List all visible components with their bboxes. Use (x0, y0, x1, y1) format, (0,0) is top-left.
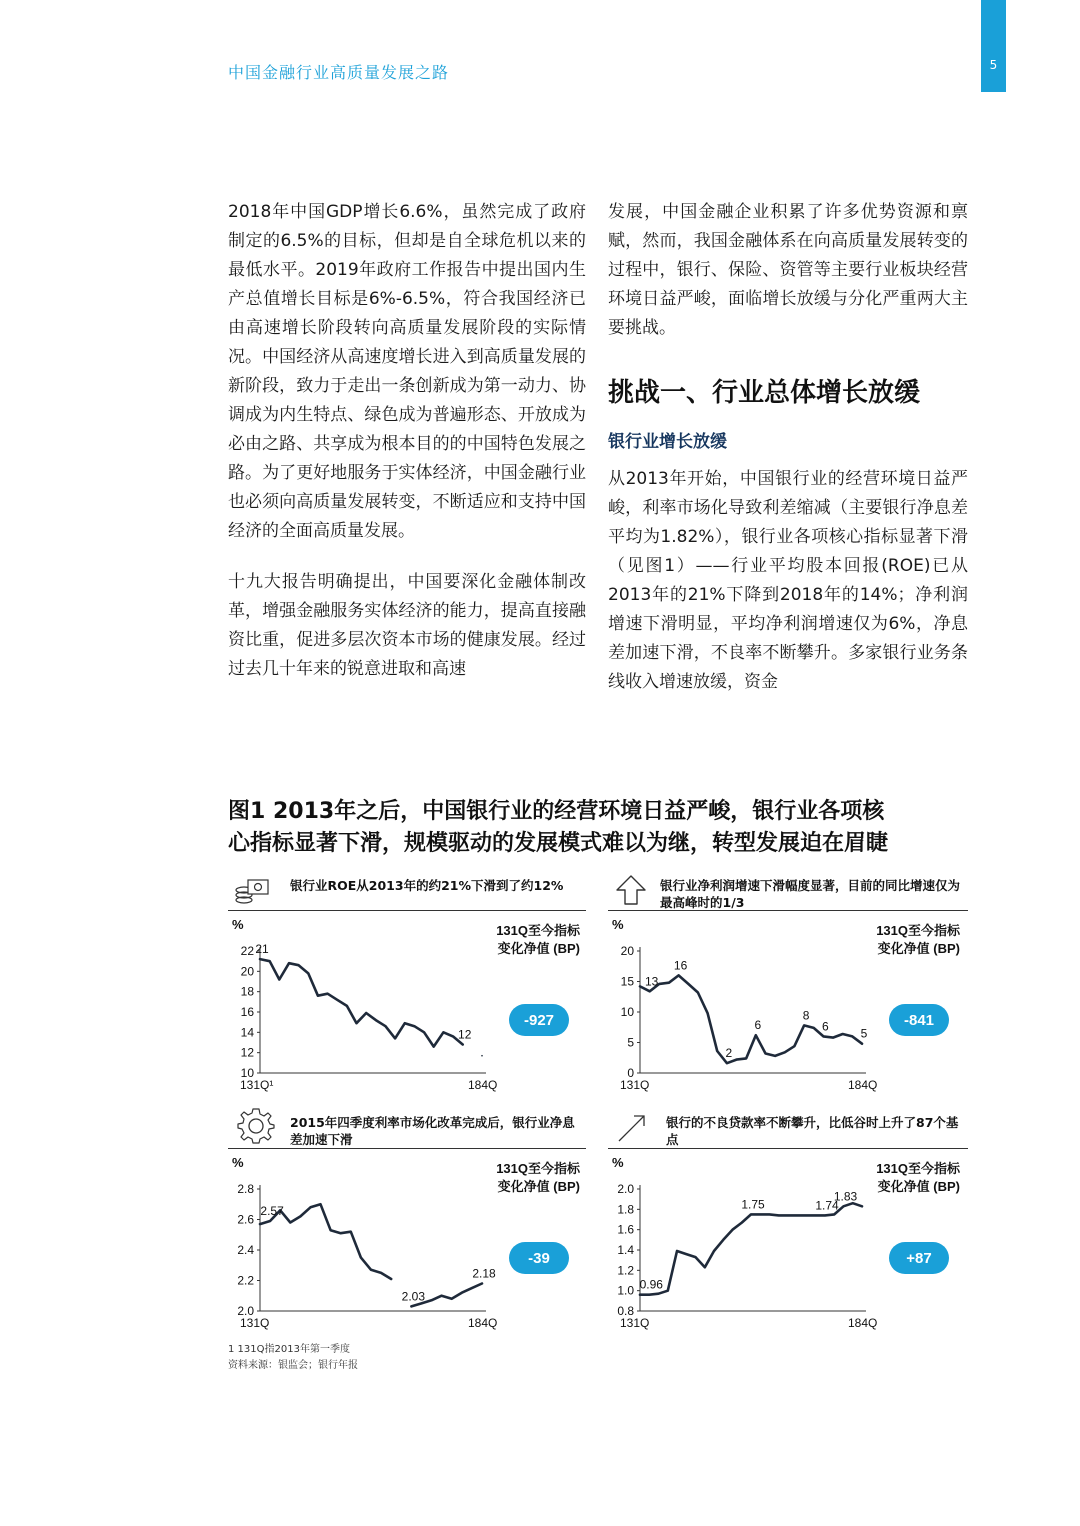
data-point (707, 1012, 709, 1014)
data-point (765, 1053, 767, 1055)
data-point (713, 1250, 715, 1252)
chart-roe (228, 915, 588, 1100)
page-tab (981, 0, 1006, 92)
series-line (260, 1204, 482, 1306)
series-line (640, 1203, 862, 1295)
chart-divider (608, 1148, 968, 1149)
change-label-line-1: 131Q至今指标 (496, 1161, 580, 1176)
data-point (832, 1037, 834, 1039)
x-start-label: 131Q (620, 1316, 650, 1330)
data-point (390, 1278, 392, 1280)
x-start-label: 131Q (620, 1078, 650, 1092)
data-label: 5 (860, 1026, 868, 1041)
change-badge-value: -841 (903, 1012, 935, 1029)
data-point (385, 1025, 387, 1027)
data-point (259, 1223, 261, 1225)
data-point (774, 1055, 776, 1057)
x-end-label: 184Q (848, 1078, 878, 1092)
data-label: 13 (644, 974, 659, 989)
trend-arrow-icon (616, 1112, 648, 1144)
data-point (815, 1215, 817, 1217)
figure-footnote: 1 131Q指2013年第一季度 (228, 1344, 350, 1355)
data-point (658, 1293, 660, 1295)
data-point (394, 1038, 396, 1040)
data-point (288, 962, 290, 964)
data-point (380, 1272, 382, 1274)
y-tick-label: 16 (240, 1005, 254, 1019)
data-point (350, 1231, 352, 1233)
data-point (423, 1032, 425, 1034)
data-label: 2.18 (472, 1266, 496, 1281)
y-tick-label: 2.4 (237, 1243, 254, 1257)
money-icon (234, 876, 270, 906)
data-point (298, 964, 300, 966)
data-point (794, 1045, 796, 1047)
data-point (433, 1046, 435, 1048)
page-number: 5 (989, 58, 998, 72)
data-point (451, 1298, 453, 1300)
x-end-label: 184Q (468, 1078, 498, 1092)
data-point (697, 992, 699, 994)
data-point (317, 995, 319, 997)
data-point (736, 1059, 738, 1061)
data-point (411, 1306, 413, 1308)
data-point (269, 960, 271, 962)
change-label-line-1: 131Q至今指标 (876, 923, 960, 938)
data-point (659, 983, 661, 985)
data-point (404, 1022, 406, 1024)
data-point (289, 1222, 291, 1224)
data-label: 2.57 (260, 1204, 284, 1219)
data-point (745, 1058, 747, 1060)
data-point (759, 1214, 761, 1216)
data-point (685, 1253, 687, 1255)
data-point (639, 986, 641, 988)
data-point (778, 1215, 780, 1217)
change-badge-value: +87 (906, 1250, 932, 1267)
y-tick-label: 0 (627, 1066, 634, 1080)
sub-heading: 银行业增长放缓 (608, 432, 727, 452)
data-point (346, 1005, 348, 1007)
data-point (842, 1033, 844, 1035)
x-end-label: 184Q (848, 1316, 878, 1330)
gear-icon (236, 1106, 276, 1146)
y-tick-label: 14 (240, 1025, 254, 1040)
data-point (375, 1019, 377, 1021)
chart-divider (228, 910, 586, 911)
y-tick-label: 2.2 (237, 1273, 254, 1288)
data-point (649, 990, 651, 992)
y-tick-label: 2.0 (617, 1182, 634, 1196)
figure-title-line-2: 心指标显著下滑，规模驱动的发展模式难以为继，转型发展迫在眉睫 (228, 831, 889, 856)
y-tick-label: 20 (240, 964, 254, 979)
data-point (813, 1027, 815, 1029)
data-point (755, 1034, 757, 1036)
y-tick-label: 15 (620, 974, 634, 989)
data-label: 21 (255, 942, 269, 957)
left-paragraph-2: 十九大报告明确提出，中国要深化金融体制改革，增强金融服务实体经济的能力，提高直接融资比重，促进多层次资本市场的健康发展。经过过去几十年来的锐意进取和高速 (228, 572, 586, 679)
data-point (843, 1205, 845, 1207)
y-tick-label: 2.8 (237, 1182, 254, 1196)
y-tick-label: 5 (627, 1035, 634, 1050)
data-point (431, 1300, 433, 1302)
y-unit-label: % (232, 917, 244, 932)
y-unit-label: % (612, 1155, 624, 1170)
y-tick-label: 12 (240, 1045, 254, 1060)
data-point (676, 1250, 678, 1252)
right-intro-paragraph: 发展，中国金融企业积累了许多优势资源和禀赋，然而，我国金融体系在向高质量发展转变的过程中，银行、保险、资管等主要行业板块经营环境日益严峻，面临增长放缓与分化严重两大主要挑战。 (608, 202, 968, 338)
data-point (668, 982, 670, 984)
y-tick-label: 1.6 (617, 1222, 634, 1237)
data-point (796, 1215, 798, 1217)
data-point (327, 993, 329, 995)
data-point (356, 1022, 358, 1024)
data-point (695, 1256, 697, 1258)
data-point (471, 1287, 473, 1289)
chart-1-caption: 银行业ROE从2013年的约21%下滑到了约12% (290, 878, 564, 893)
data-label: 2 (725, 1046, 733, 1061)
y-tick-label: 18 (240, 984, 254, 999)
data-point (833, 1214, 835, 1216)
data-point (365, 1012, 367, 1014)
data-point (861, 1205, 863, 1207)
data-point (452, 1036, 454, 1038)
y-tick-label: 2.6 (237, 1212, 254, 1227)
data-point (824, 1215, 826, 1217)
chart-2-caption: 银行业净利润增速下滑幅度显著，目前的同比增速仅为最高峰时的1/3 (660, 878, 961, 910)
data-point (279, 979, 281, 981)
data-point (360, 1257, 362, 1259)
data-point (722, 1239, 724, 1241)
figure-title-line-1: 图1 2013年之后，中国银行业的经营环境日益严峻，银行业各项核 (228, 799, 885, 824)
data-label: 2.03 (401, 1289, 426, 1304)
y-tick-label: 1.8 (617, 1202, 634, 1217)
data-point (687, 983, 689, 985)
data-point (732, 1229, 734, 1231)
data-point (320, 1203, 322, 1205)
series-line (260, 959, 482, 1056)
data-point (269, 1220, 271, 1222)
data-label: 8 (802, 1008, 810, 1023)
y-tick-label: 1.4 (617, 1243, 634, 1257)
data-label: 1.74 (815, 1198, 839, 1213)
data-point (462, 1044, 464, 1046)
figure-title (228, 796, 988, 860)
data-label: 12 (458, 1027, 472, 1042)
data-label: 6 (754, 1018, 762, 1033)
header-title: 中国金融行业高质量发展之路 (228, 63, 450, 82)
data-point (667, 1290, 669, 1292)
y-unit-label: % (232, 1155, 244, 1170)
y-tick-label: 2.0 (237, 1304, 254, 1318)
y-tick-label: 1.0 (617, 1283, 634, 1298)
data-point (461, 1292, 463, 1294)
chart-net-profit-growth (608, 915, 968, 1100)
y-unit-label: % (612, 917, 624, 932)
y-tick-label: 20 (620, 944, 634, 958)
data-point (784, 1051, 786, 1053)
chart-3-caption: 2015年四季度利率市场化改革完成后，银行业净息差加速下滑 (290, 1115, 575, 1147)
change-badge-value: -927 (523, 1012, 555, 1029)
data-point (330, 1229, 332, 1231)
arrow-up-icon (614, 873, 648, 907)
data-point (861, 1043, 863, 1045)
data-label: 1.75 (741, 1197, 765, 1212)
y-tick-label: 22 (240, 944, 254, 958)
data-point (443, 1032, 445, 1034)
y-tick-label: 0.8 (617, 1304, 634, 1318)
change-label-line-2: 变化净值 (BP) (497, 1179, 580, 1194)
chart-net-interest-margin (228, 1153, 588, 1338)
data-point (307, 973, 309, 975)
data-point (803, 1025, 805, 1027)
data-label: 1.83 (833, 1189, 858, 1204)
data-point (852, 1036, 854, 1038)
chart-npl-ratio (608, 1153, 968, 1338)
data-point (750, 1214, 752, 1216)
x-start-label: 131Q¹ (240, 1078, 274, 1092)
change-badge-value: -39 (528, 1250, 550, 1267)
left-column (228, 198, 586, 684)
change-label-line-2: 变化净值 (BP) (877, 1179, 960, 1194)
change-label-line-2: 变化净值 (BP) (877, 941, 960, 956)
data-point (336, 999, 338, 1001)
change-label-line-1: 131Q至今指标 (496, 923, 580, 938)
data-point (259, 958, 261, 960)
data-point (481, 1055, 483, 1057)
chart-divider (228, 1148, 586, 1149)
section-heading: 挑战一、行业总体增长放缓 (608, 378, 921, 408)
data-point (678, 975, 680, 977)
data-point (823, 1036, 825, 1038)
right-body-paragraph: 从2013年开始，中国银行业的经营环境日益严峻，利率市场化导致利差缩减（主要银行净息差平均为1.82%），银行业各项核心指标显著下滑（见图1）——行业平均股本回报(ROE)已从2013年的21%下降到2018年的14%；净利润增速下滑明显，平均净利润增速仅为6%，净息差加速下滑，不良率不断攀升。多家银行业务条线收入增速放缓，资金 (608, 469, 968, 692)
data-point (787, 1215, 789, 1217)
data-point (310, 1207, 312, 1209)
data-point (806, 1215, 808, 1217)
y-tick-label: 1.2 (617, 1263, 634, 1278)
right-column (608, 198, 968, 697)
data-label: 0.96 (639, 1277, 663, 1292)
data-point (370, 1269, 372, 1271)
x-start-label: 131Q (240, 1316, 270, 1330)
data-point (300, 1216, 302, 1218)
data-label: 6 (822, 1019, 829, 1034)
data-point (639, 1294, 641, 1296)
data-point (716, 1050, 718, 1052)
data-point (414, 1025, 416, 1027)
figure-source: 资料来源：银监会；银行年报 (228, 1360, 358, 1371)
data-label: 16 (673, 958, 688, 973)
data-point (769, 1214, 771, 1216)
data-point (648, 1294, 650, 1296)
data-point (741, 1222, 743, 1224)
x-end-label: 184Q (468, 1316, 498, 1330)
left-paragraph-1: 2018年中国GDP增长6.6%，虽然完成了政府制定的6.5%的目标，但却是自全球危机以来的最低水平。2019年政府工作报告中提出国内生产总值增长目标是6%-6.5%，符合我国经济已由高速增长阶段转向高质量发展阶段的实际情况。中国经济从高速度增长进入到高质量发展的新阶段，致力于走出一条创新成为第一动力、协调成为内生特点、绿色成为普遍形态、开放成为必由之路、共享成为根本目的的中国特色发展之路。为了更好地服务于实体经济，中国金融行业也必须向高质量发展转变，不断适应和支持中国经济的全面高质量发展。 (228, 202, 586, 541)
change-label-line-1: 131Q至今指标 (876, 1161, 960, 1176)
y-tick-label: 10 (620, 1005, 634, 1019)
data-point (481, 1283, 483, 1285)
data-point (441, 1295, 443, 1297)
y-tick-label: 10 (240, 1066, 254, 1080)
chart-4-caption: 银行的不良贷款率不断攀升，比低谷时上升了87个基点 (666, 1115, 959, 1147)
change-label-line-2: 变化净值 (BP) (497, 941, 580, 956)
data-point (340, 1232, 342, 1234)
data-point (726, 1062, 728, 1064)
data-point (704, 1266, 706, 1268)
